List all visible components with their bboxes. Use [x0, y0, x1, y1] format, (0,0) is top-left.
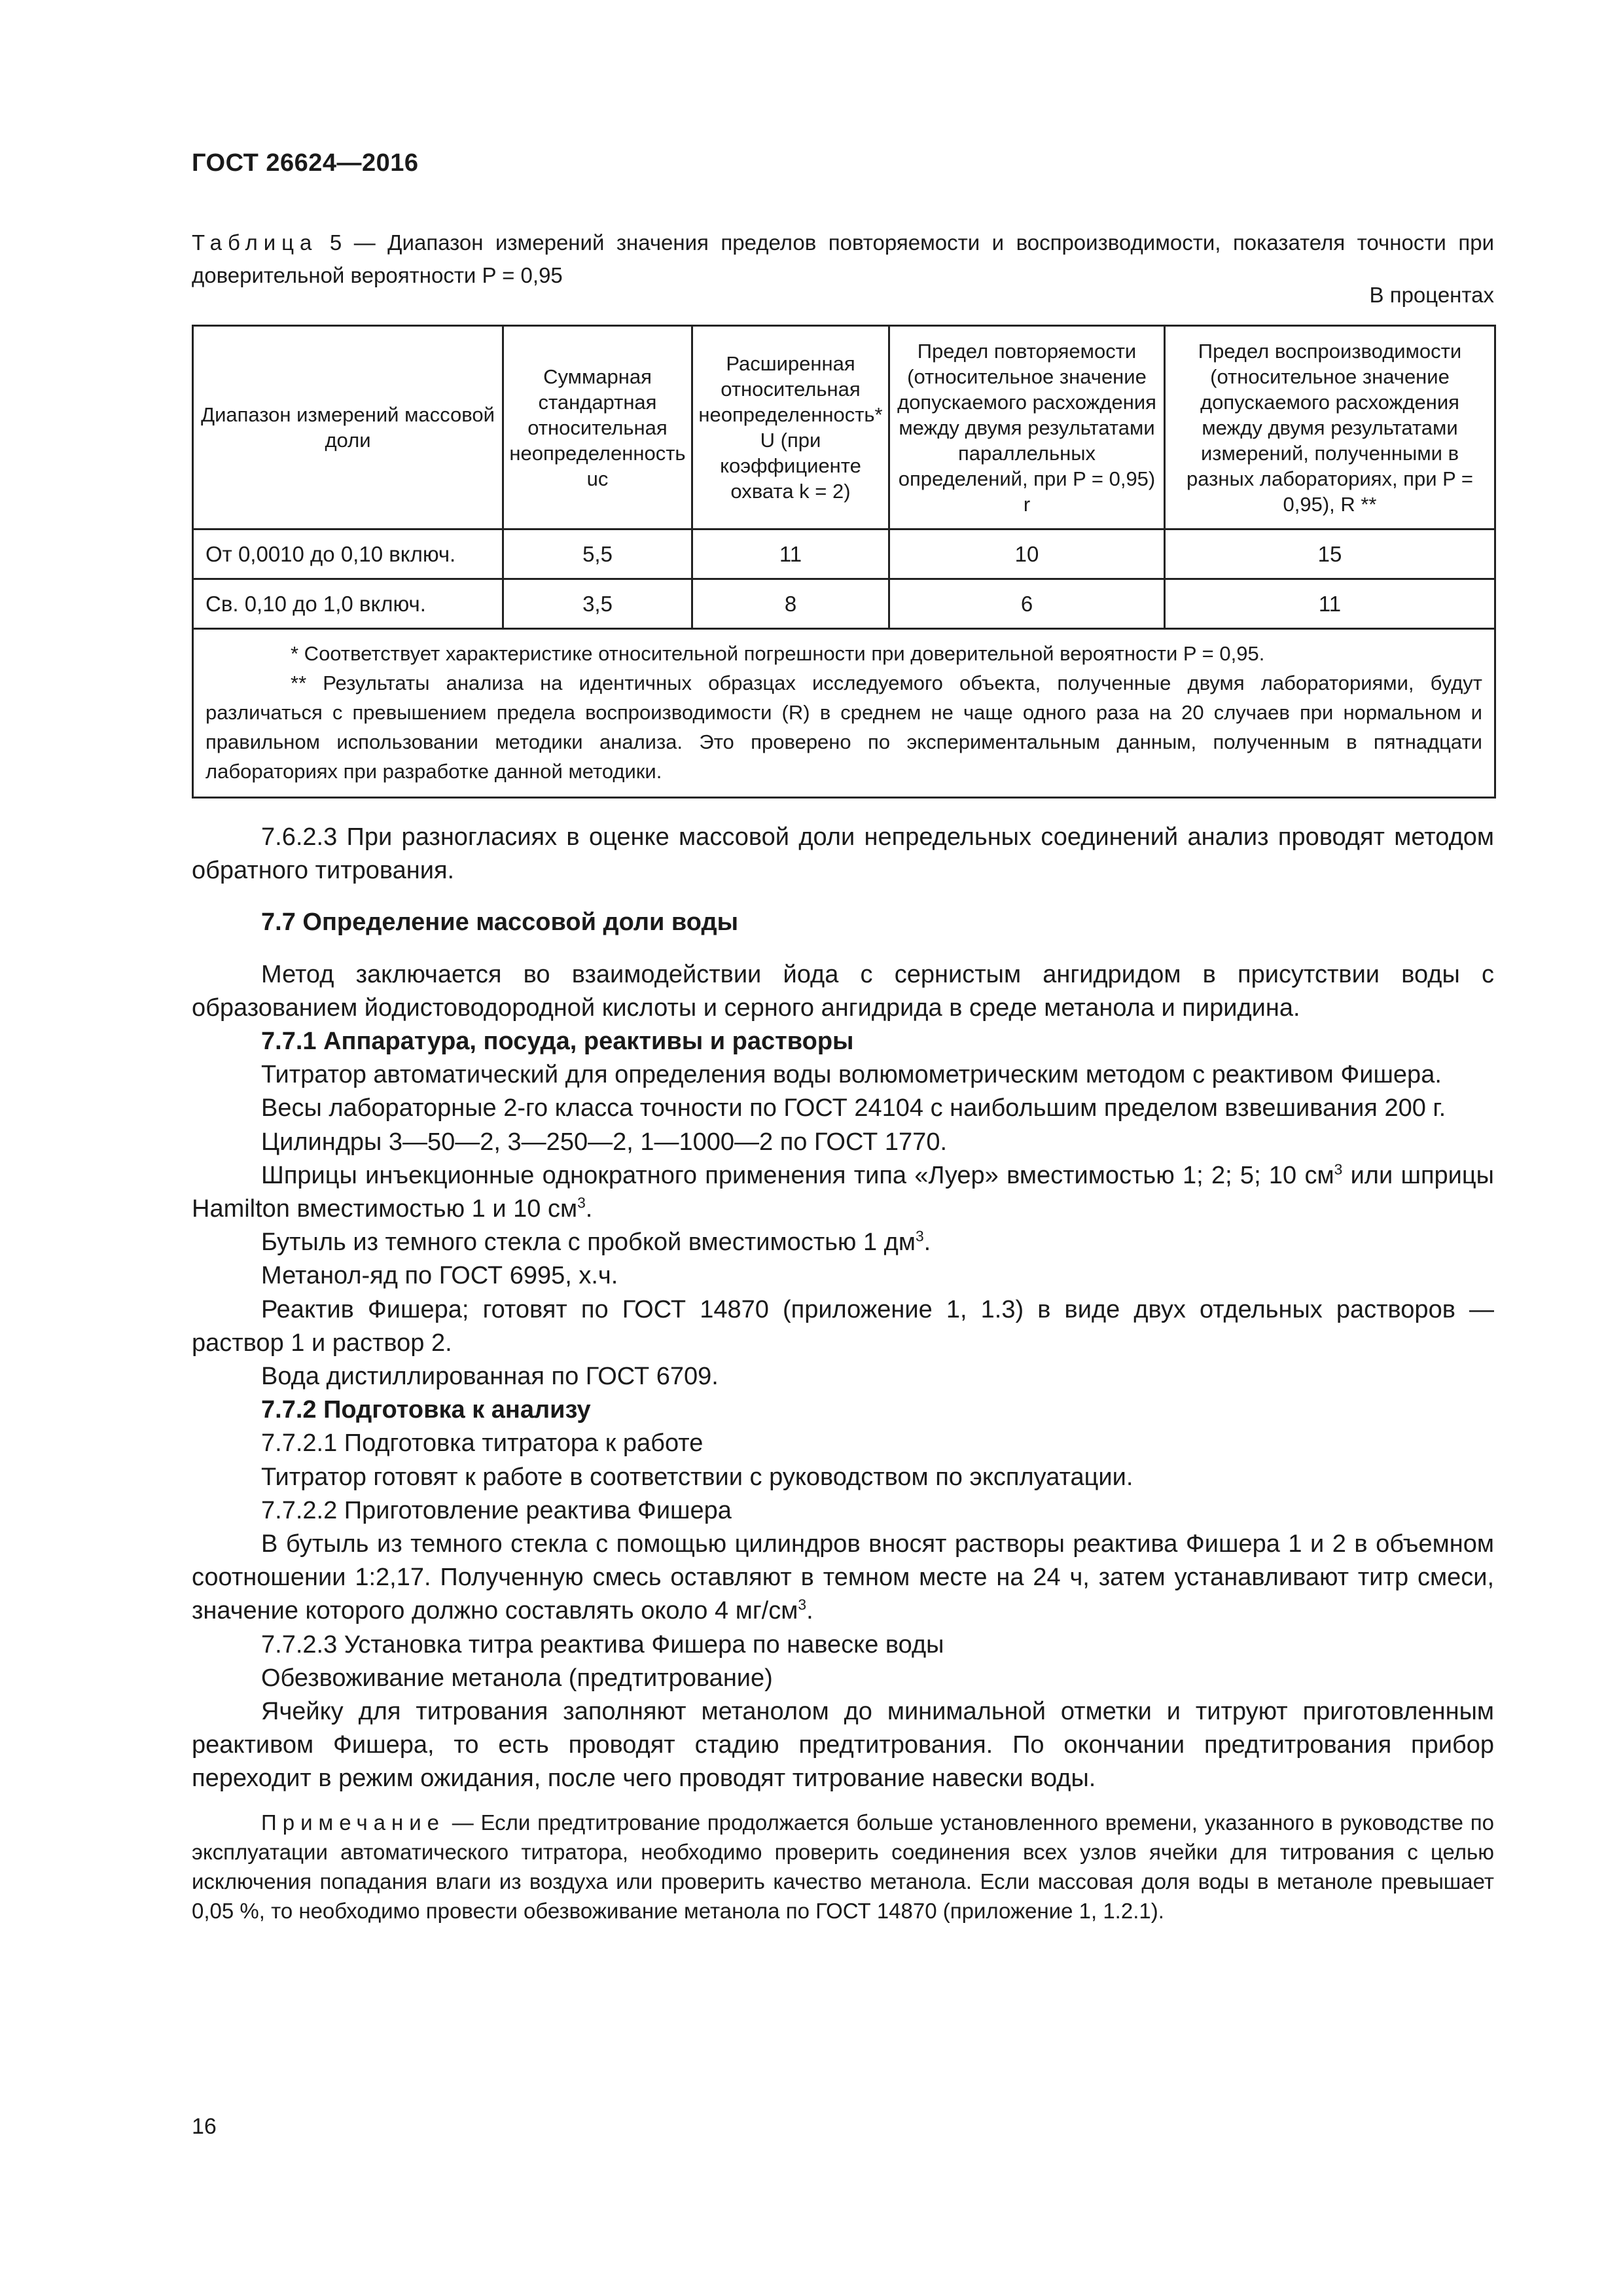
section-heading-7-7-2: 7.7.2 Подготовка к анализу: [261, 1396, 591, 1424]
note-text: — Если предтитрование продолжается больше установленного времени, указанного в руководстве по эксплуатации автоматического титратора, необходимо проверить соединения всех узлов ячейки для титрования с целью исключения попадания влаги из воздуха или проверить качество метанола. Если массовая доля воды в метаноле превышает 0,05 %, то необходимо провести обезвоживание метанола по ГОСТ 14870 (приложение 1, 1.2.1).: [192, 1810, 1494, 1923]
table-notes-row: [193, 629, 1495, 798]
paragraph-7-6-2-3: 7.6.2.3 При разногласиях в оценке массовой доли непредельных соединений анализ проводят методом обратного титрования.: [192, 823, 1494, 885]
superscript: 3: [1334, 1160, 1343, 1178]
table-note: * Соответствует характеристике относительной погрешности при доверительной вероятности P = 0,95.: [291, 642, 1265, 665]
paragraph-7-7-2-1-text: Титратор готовят к работе в соответствии с руководством по эксплуатации.: [261, 1463, 1133, 1491]
document-body: [192, 821, 1494, 1926]
bottle-text: Бутыль из темного стекла с пробкой вместимостью 1 дм: [261, 1229, 916, 1257]
table-cell: 8: [692, 579, 889, 629]
paragraph-7-7-2-3: 7.7.2.3 Установка титра реактива Фишера по навеске воды: [261, 1630, 944, 1659]
paragraph-cell: Ячейку для титрования заполняют метанолом до минимальной отметки и титруют приготовленным реактивом Фишера, то есть проводят стадию предтитрования. По окончании предтитрования прибор переходит в режим ожидания, после чего проводят титрование навески воды.: [192, 1698, 1494, 1793]
table-header-cell: Предел воспроизводимости (относительное значение допускаемого расхождения между двумя результатами измерений, полученными в разных лабораториях, при P = 0,95), R **: [1165, 326, 1495, 529]
table-caption-text: 5 — Диапазон измерений значения пределов повторяемости и воспроизводимости, показателя точности при доверительной вероятности P = 0,95: [192, 230, 1494, 287]
paragraph-titrator: Титратор автоматический для определения воды волюмометрическим методом с реактивом Фишера.: [261, 1061, 1442, 1089]
paragraph-bottle: [192, 1226, 1494, 1259]
document-header: ГОСТ 26624—2016: [192, 149, 419, 177]
paragraph-methanol: Метанол-яд по ГОСТ 6995, х.ч.: [261, 1262, 618, 1290]
note-label: Примечание: [261, 1810, 446, 1835]
table-header-cell: Суммарная стандартная относительная неопределенность uc: [503, 326, 692, 529]
syringes-text-part-1: Шприцы инъекционные однократного применения типа «Луер» вместимостью 1; 2; 5; 10 см: [261, 1161, 1334, 1189]
period: .: [585, 1195, 593, 1223]
paragraph-scales: Весы лабораторные 2-го класса точности по ГОСТ 24104 с наибольшим пределом взвешивания 200 г.: [261, 1094, 1446, 1122]
table-cell: 3,5: [503, 579, 692, 629]
table-cell: 11: [1165, 579, 1495, 629]
paragraph-7-7-2-2-text: [192, 1528, 1494, 1628]
table-caption: [192, 226, 1494, 292]
table-header-row: [193, 326, 1495, 529]
paragraph-method: Метод заключается во взаимодействии йода с сернистым ангидридом в присутствии воды с образованием йодистоводородной кислоты и серного ангидрида в среде метанола и пиридина.: [192, 960, 1494, 1022]
table-header-cell: Диапазон измерений массовой доли: [193, 326, 503, 529]
table-row: [193, 529, 1495, 579]
paragraph-syringes: [192, 1159, 1494, 1226]
paragraph-dehydration: Обезвоживание метанола (предтитрование): [261, 1664, 773, 1692]
table-cell: Св. 0,10 до 1,0 включ.: [193, 579, 503, 629]
table-cell: 15: [1165, 529, 1495, 579]
table-cell: 10: [889, 529, 1165, 579]
syringes-text-part-2: или шприцы Hamilton вместимостью 1 и 10 см: [192, 1161, 1494, 1223]
table-cell: 11: [692, 529, 889, 579]
table-cell: От 0,0010 до 0,10 включ.: [193, 529, 503, 579]
superscript: 3: [798, 1596, 807, 1613]
table-notes: [193, 629, 1495, 798]
table-note: ** Результаты анализа на идентичных образцах исследуемого объекта, полученные двумя лабораториями, будут различаться с превышением предела воспроизводимости (R) в среднем не чаще одного раза на 20 случаев при нормальном и правильном использовании методики анализа. Это проверено по экспериментальным данным, полученным в пятнадцати лабораториях при разработке данной методики.: [205, 672, 1482, 783]
section-heading-7-7-1: 7.7.1 Аппаратура, посуда, реактивы и растворы: [261, 1028, 854, 1056]
table-units: В процентах: [1369, 283, 1494, 307]
superscript: 3: [915, 1227, 924, 1245]
section-heading-7-7: 7.7 Определение массовой доли воды: [261, 908, 739, 937]
paragraph-cylinders: Цилиндры 3—50—2, 3—250—2, 1—1000—2 по ГОСТ 1770.: [261, 1128, 948, 1156]
paragraph-7-7-2-1: 7.7.2.1 Подготовка титратора к работе: [261, 1429, 704, 1458]
fisher-prep-text: В бутыль из темного стекла с помощью цилиндров вносят растворы реактива Фишера 1 и 2 в объемном соотношении 1:2,17. Полученную смесь оставляют в темном месте на 24 ч, затем устанавливают титр смеси, значение которого должно составлять около 4 мг/см: [192, 1530, 1494, 1625]
table-cell: 5,5: [503, 529, 692, 579]
table-caption-label: Таблица: [192, 230, 318, 255]
superscript: 3: [577, 1194, 586, 1211]
table-header-cell: Расширенная относительная неопределенность* U (при коэффициенте охвата k = 2): [692, 326, 889, 529]
table-cell: 6: [889, 579, 1165, 629]
period: .: [923, 1229, 931, 1257]
table-header-cell: Предел повторяемости (относительное значение допускаемого расхождения между двумя результатами параллельных определений, при P = 0,95) r: [889, 326, 1165, 529]
paragraph-fisher-reagent: Реактив Фишера; готовят по ГОСТ 14870 (приложение 1, 1.3) в виде двух отдельных растворов — раствор 1 и раствор 2.: [192, 1295, 1494, 1357]
page-number: 16: [192, 2114, 217, 2139]
precision-table: [192, 325, 1496, 798]
paragraph-7-7-2-2: 7.7.2.2 Приготовление реактива Фишера: [261, 1496, 732, 1524]
period: .: [806, 1597, 813, 1625]
table-row: [193, 579, 1495, 629]
note-paragraph: [192, 1808, 1494, 1926]
paragraph-water: Вода дистиллированная по ГОСТ 6709.: [261, 1363, 719, 1391]
